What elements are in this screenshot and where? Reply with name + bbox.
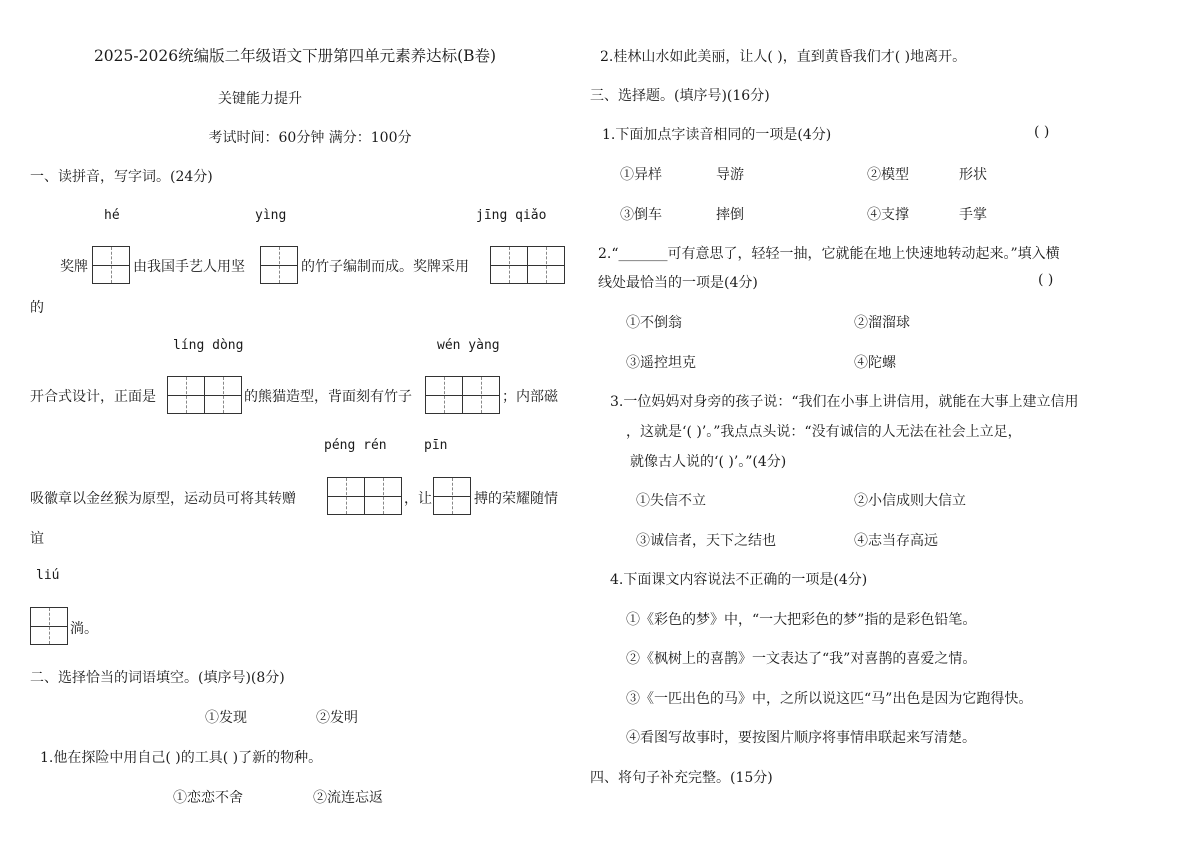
- s3-q1-opt3-num: ③倒车: [620, 207, 662, 223]
- s3-q2-stem-line1: 2.“_______可有意思了，轻轻一抽，它就能在地上快速地转动起来。”填入横: [598, 246, 1060, 262]
- line3-wrap: 谊: [30, 531, 44, 547]
- s2-question-1: 1.他在探险中用自己( )的工具( )了新的物种。: [40, 750, 323, 766]
- pinyin-ying: yìng: [255, 208, 287, 223]
- section2-heading: 二、选择恰当的词语填空。(填序号)(8分): [30, 670, 285, 686]
- section1-heading: 一、读拼音，写字词。(24分): [30, 169, 213, 185]
- s3-q4-option-3: ③《一匹出色的马》中，之所以说这匹“马”出色是因为它跑得快。: [626, 691, 1033, 707]
- writing-grid-he[interactable]: [92, 246, 130, 284]
- s3-q2-option-4: ④陀螺: [854, 355, 896, 371]
- s3-q1-opt2-word: 形状: [959, 167, 987, 183]
- line4-text: 淌。: [70, 621, 98, 637]
- s3-q3-stem-line1: 3.一位妈妈对身旁的孩子说：“我们在小事上讲信用，就能在大事上建立信用: [610, 394, 1079, 410]
- writing-grid-pengren[interactable]: [327, 477, 402, 515]
- line1-wrap: 的: [30, 300, 44, 316]
- writing-grid-jingqiao[interactable]: [490, 246, 565, 284]
- page-subtitle: 关键能力提升: [218, 91, 302, 107]
- s3-q2-answer-paren[interactable]: ( ): [1038, 272, 1054, 288]
- left-column: [0, 0, 590, 848]
- pinyin-he: hé: [104, 208, 120, 223]
- s2-option-2-1: ①恋恋不舍: [173, 790, 243, 806]
- exam-info: 考试时间：60分钟 满分：100分: [208, 130, 412, 146]
- s3-q1-answer-paren[interactable]: ( ): [1034, 124, 1050, 140]
- pinyin-pengren: péng rén: [324, 438, 387, 453]
- line3-text-c: 搏的荣耀随情: [474, 491, 558, 507]
- s3-q3-option-3: ③诚信者，天下之结也: [636, 533, 776, 549]
- writing-grid-wenyang[interactable]: [425, 376, 500, 414]
- section3-heading: 三、选择题。(填序号)(16分): [590, 88, 770, 104]
- s3-q4-option-4: ④看图写故事时，要按图片顺序将事情串联起来写清楚。: [626, 730, 976, 746]
- s2-option-1-1: ①发现: [205, 710, 247, 726]
- line2-text-b: 的熊猫造型，背面刻有竹子: [244, 389, 412, 405]
- line1-text-b: 由我国手艺人用坚: [133, 259, 245, 275]
- s3-q2-stem-line2: 线处最恰当的一项是(4分): [598, 275, 758, 291]
- pinyin-pin: pīn: [424, 438, 448, 453]
- section4-heading: 四、将句子补充完整。(15分): [590, 770, 773, 786]
- s3-q1-opt4-word: 手掌: [959, 207, 987, 223]
- s2-option-2-2: ②流连忘返: [313, 790, 383, 806]
- s3-q3-stem-line3: 就像古人说的‘( )’。”(4分): [630, 454, 787, 470]
- s3-q3-option-2: ②小信成则大信立: [854, 493, 966, 509]
- s3-q1-opt2-num: ②模型: [867, 167, 909, 183]
- writing-grid-pin[interactable]: [433, 477, 471, 515]
- writing-grid-lingdong[interactable]: [167, 376, 242, 414]
- page-title: 2025-2026统编版二年级语文下册第四单元素养达标(B卷): [93, 47, 497, 65]
- line2-text-a: 开合式设计，正面是: [30, 389, 156, 405]
- s3-q2-option-1: ①不倒翁: [626, 315, 682, 331]
- right-column: [590, 0, 1200, 848]
- s2-question-2: 2.桂林山水如此美丽，让人( )，直到黄昏我们才( )地离开。: [600, 49, 967, 65]
- pinyin-lingdong: líng dòng: [173, 338, 244, 353]
- s3-q1-opt4-num: ④支撑: [867, 207, 909, 223]
- s3-q3-stem-line2: ，这就是‘( )’。”我点点头说：“没有诚信的人无法在社会上立足，: [626, 424, 1022, 440]
- line3-text-b: ，让: [404, 491, 432, 507]
- s2-option-1-2: ②发明: [316, 710, 358, 726]
- s3-q1-opt1-num: ①异样: [620, 167, 662, 183]
- line3-text-a: 吸徽章以金丝猴为原型，运动员可将其转赠: [30, 491, 296, 507]
- s3-q1-opt3-word: 摔倒: [716, 207, 744, 223]
- pinyin-wenyang: wén yàng: [437, 338, 500, 353]
- pinyin-liu: liú: [36, 568, 60, 583]
- writing-grid-liu[interactable]: [30, 607, 68, 645]
- line1-text-a: 奖牌: [60, 259, 88, 275]
- s3-q3-option-4: ④志当存高远: [854, 533, 938, 549]
- s3-q4-option-2: ②《枫树上的喜鹊》一文表达了“我”对喜鹊的喜爱之情。: [626, 651, 977, 667]
- s3-q3-option-1: ①失信不立: [636, 493, 706, 509]
- writing-grid-ying[interactable]: [260, 246, 298, 284]
- s3-q4-option-1: ①《彩色的梦》中，“一大把彩色的梦”指的是彩色铅笔。: [626, 612, 977, 628]
- s3-q2-option-3: ③遥控坦克: [626, 355, 696, 371]
- s3-q4-stem: 4.下面课文内容说法不正确的一项是(4分): [610, 572, 868, 588]
- s3-q1-stem: 1.下面加点字读音相同的一项是(4分): [602, 127, 832, 143]
- line1-text-c: 的竹子编制而成。奖牌采用: [301, 259, 469, 275]
- pinyin-jingqiao: jīng qiǎo: [476, 208, 547, 223]
- line2-text-c: ；内部磁: [502, 389, 558, 405]
- s3-q1-opt1-word: 导游: [716, 167, 744, 183]
- s3-q2-option-2: ②溜溜球: [854, 315, 910, 331]
